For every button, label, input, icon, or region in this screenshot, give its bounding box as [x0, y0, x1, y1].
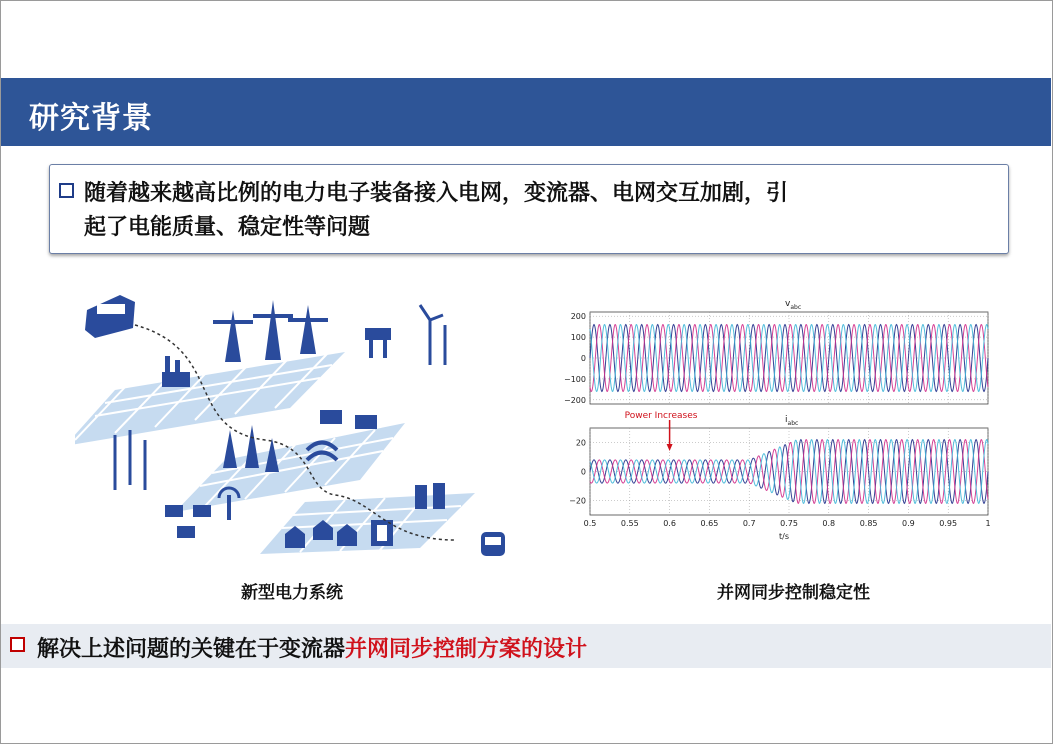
chart-title: $i_{abc}$: [785, 415, 799, 427]
bullet-checkbox-icon: [59, 183, 74, 198]
x-tick-label: 0.5: [583, 519, 597, 528]
electric-train-icon: [481, 532, 505, 556]
point-line-2: 起了电能质量、稳定性等问题: [84, 215, 371, 240]
x-tick-label: 0.55: [620, 519, 639, 528]
conclusion-band: [1, 624, 1051, 668]
y-tick-label: 100: [570, 333, 586, 343]
power-system-illustration: [75, 290, 505, 580]
train-icon: [85, 295, 135, 338]
grid-plane-top: [75, 352, 345, 446]
slide-title: 研究背景: [29, 101, 153, 136]
y-tick-label: −20: [569, 496, 586, 506]
right-caption: 并网同步控制稳定性: [717, 583, 870, 603]
y-tick-label: 0: [580, 467, 586, 477]
x-tick-label: 1: [985, 519, 991, 528]
left-caption: 新型电力系统: [241, 583, 343, 603]
y-tick-label: 20: [575, 438, 586, 448]
chart-title: $v_{abc}$: [785, 299, 802, 311]
y-tick-label: 200: [570, 312, 586, 322]
transmission-tower-icons: [213, 300, 328, 362]
factory-icon: [162, 356, 190, 387]
x-tick-label: 0.8: [822, 519, 836, 528]
x-tick-label: 0.7: [742, 519, 756, 528]
title-bar: [1, 78, 1051, 146]
power-increases-annotation: Power Increases: [624, 411, 698, 421]
point-line-1: 随着越来越高比例的电力电子装备接入电网，变流器、电网交互加剧，引: [84, 181, 789, 206]
sync-stability-charts: [560, 290, 1000, 550]
conclusion-text: [37, 632, 587, 663]
substation-icon: [365, 328, 391, 358]
x-tick-label: 0.6: [663, 519, 676, 528]
x-tick-label: 0.9: [902, 519, 915, 528]
bullet-checkbox-red-icon: [10, 637, 25, 652]
y-tick-label: −200: [564, 395, 586, 405]
x-tick-label: 0.85: [859, 519, 878, 528]
conclusion-prefix: 解决上述问题的关键在于变流器: [37, 637, 346, 662]
conclusion-highlight: 并网同步控制方案的设计: [345, 637, 588, 662]
x-tick-label: 0.75: [780, 519, 798, 528]
y-tick-label: 0: [580, 354, 586, 363]
x-axis-label: t/s: [779, 532, 789, 541]
point-callout: [49, 164, 1009, 254]
x-tick-label: 0.95: [939, 519, 958, 528]
y-tick-label: −100: [564, 374, 586, 384]
x-tick-label: 0.65: [700, 519, 719, 528]
